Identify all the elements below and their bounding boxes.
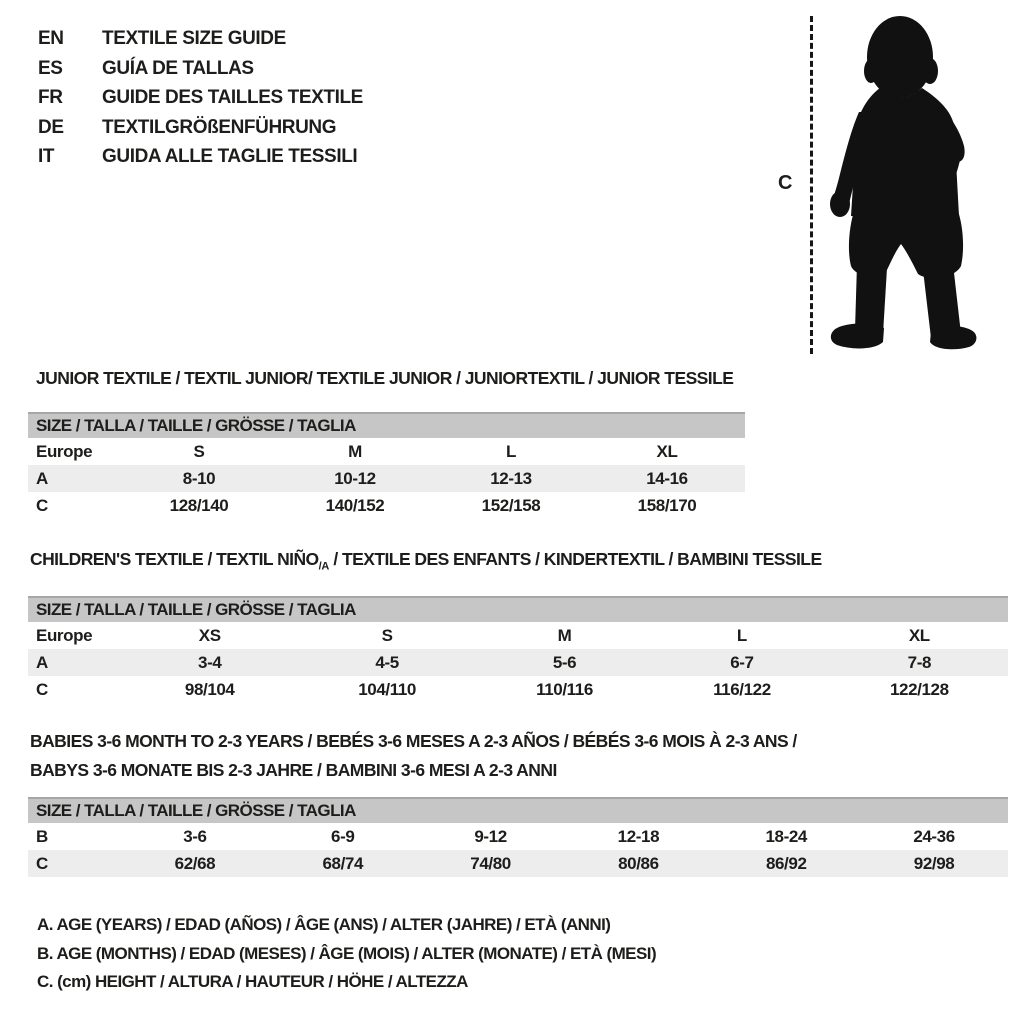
height-measure-figure bbox=[770, 8, 1024, 370]
size-cell: M bbox=[348, 441, 362, 461]
size-cell: 116/122 bbox=[713, 679, 771, 699]
legend-line-a: A. AGE (YEARS) / EDAD (AÑOS) / ÂGE (ANS) / ALTER (JAHRE) / ETÀ (ANNI) bbox=[37, 915, 611, 934]
guide-title: TEXTILGRÖßENFÜHRUNG bbox=[102, 116, 337, 138]
size-row bbox=[28, 438, 745, 465]
size-cell: 122/128 bbox=[890, 679, 949, 699]
size-cell: XL bbox=[908, 625, 930, 645]
language-row-en bbox=[38, 24, 363, 54]
size-cell: 110/116 bbox=[536, 679, 593, 699]
guide-title: GUÍA DE TALLAS bbox=[102, 57, 254, 79]
legend-line-c: C. (cm) HEIGHT / ALTURA / HAUTEUR / HÖHE / ALTEZZA bbox=[37, 972, 468, 991]
legend-line-b: B. AGE (MONTHS) / EDAD (MESES) / ÂGE (MOIS) / ALTER (MONATE) / ETÀ (MESI) bbox=[37, 943, 657, 963]
size-cell: 98/104 bbox=[184, 679, 235, 699]
guide-title: TEXTILE SIZE GUIDE bbox=[102, 28, 286, 49]
size-cell: 24-36 bbox=[913, 826, 955, 846]
size-cell: 92/98 bbox=[913, 853, 955, 873]
babies-heading-line1: BABIES 3-6 MONTH TO 2-3 YEARS / BEBÉS 3-6 MESES A 2-3 AÑOS / BÉBÉS 3-6 MOIS À 2-3 ANS / bbox=[30, 731, 797, 751]
guide-title: GUIDA ALLE TAGLIE TESSILI bbox=[102, 146, 358, 167]
children-heading-text: CHILDREN'S TEXTILE / TEXTIL NIÑO bbox=[30, 549, 319, 569]
size-row bbox=[28, 492, 745, 519]
toddler-silhouette-icon bbox=[825, 12, 980, 357]
language-code: EN bbox=[38, 28, 64, 49]
size-row bbox=[28, 649, 1008, 676]
language-list bbox=[38, 24, 363, 172]
size-cell: 3-4 bbox=[198, 652, 222, 672]
size-cell: 158/170 bbox=[637, 495, 697, 515]
size-cell: L bbox=[506, 441, 516, 461]
row-label: Europe bbox=[36, 625, 93, 645]
size-cell: 9-12 bbox=[474, 826, 507, 846]
size-cell: S bbox=[193, 441, 205, 461]
legend bbox=[37, 911, 656, 997]
size-cell: M bbox=[557, 625, 572, 645]
size-cell: 4-5 bbox=[375, 652, 399, 672]
size-cell: 140/152 bbox=[325, 495, 385, 515]
size-row bbox=[28, 823, 1008, 850]
junior-section-heading: JUNIOR TEXTILE / TEXTIL JUNIOR/ TEXTILE JUNIOR / JUNIORTEXTIL / JUNIOR TESSILE bbox=[36, 368, 734, 388]
size-cell: 104/110 bbox=[358, 679, 416, 699]
size-cell: 10-12 bbox=[334, 468, 376, 488]
language-row-fr bbox=[38, 83, 363, 113]
guide-title: GUIDE DES TAILLES TEXTILE bbox=[102, 87, 363, 108]
junior-size-table bbox=[28, 412, 745, 519]
size-cell: 3-6 bbox=[183, 826, 207, 846]
language-row-es bbox=[38, 54, 363, 84]
size-cell: L bbox=[736, 625, 747, 645]
size-header-bar: SIZE / TALLA / TAILLE / GRÖSSE / TAGLIA bbox=[28, 596, 1008, 622]
size-cell: 12-18 bbox=[617, 826, 660, 846]
row-label: A bbox=[36, 652, 48, 672]
language-code: ES bbox=[38, 57, 63, 79]
size-header-bar: SIZE / TALLA / TAILLE / GRÖSSE / TAGLIA bbox=[28, 412, 745, 438]
babies-section-heading bbox=[30, 727, 797, 785]
language-row-de bbox=[38, 113, 363, 143]
size-row bbox=[28, 465, 745, 492]
children-section-heading bbox=[30, 549, 822, 573]
size-cell: 6-9 bbox=[331, 826, 355, 846]
size-cell: 5-6 bbox=[552, 652, 577, 672]
size-row bbox=[28, 622, 1008, 649]
height-dashed-line bbox=[810, 16, 813, 354]
size-cell: XL bbox=[656, 441, 678, 461]
row-label: C bbox=[36, 495, 48, 515]
size-cell: XS bbox=[198, 625, 221, 645]
row-label: C bbox=[36, 853, 48, 873]
size-header-bar: SIZE / TALLA / TAILLE / GRÖSSE / TAGLIA bbox=[28, 797, 1008, 823]
size-cell: 8-10 bbox=[182, 468, 216, 488]
size-cell: 86/92 bbox=[765, 853, 807, 873]
size-row bbox=[28, 676, 1008, 703]
size-cell: 12-13 bbox=[490, 468, 532, 488]
language-code: FR bbox=[38, 87, 63, 108]
row-label: B bbox=[36, 826, 48, 846]
size-cell: 18-24 bbox=[765, 826, 807, 846]
size-cell: 62/68 bbox=[174, 853, 216, 873]
size-cell: 152/158 bbox=[481, 495, 541, 515]
size-row bbox=[28, 850, 1008, 877]
height-measure-label: C bbox=[778, 172, 793, 194]
children-size-table bbox=[28, 596, 1008, 703]
language-code: DE bbox=[38, 116, 64, 138]
babies-heading-line2: BABYS 3-6 MONATE BIS 2-3 JAHRE / BAMBINI 3-6 MESI A 2-3 ANNI bbox=[30, 760, 557, 780]
row-label: Europe bbox=[36, 441, 93, 461]
size-cell: 14-16 bbox=[646, 468, 688, 488]
language-row-it bbox=[38, 142, 363, 172]
row-label: A bbox=[36, 468, 48, 488]
size-cell: 80/86 bbox=[618, 853, 659, 873]
row-label: C bbox=[36, 679, 48, 699]
size-cell: 74/80 bbox=[470, 853, 511, 873]
size-cell: S bbox=[381, 625, 393, 645]
children-heading-subscript: /A bbox=[318, 560, 330, 573]
children-heading-text: / TEXTILE DES ENFANTS / KINDERTEXTIL / BAMBINI TESSILE bbox=[329, 549, 822, 569]
size-cell: 68/74 bbox=[322, 853, 364, 873]
size-cell: 7-8 bbox=[907, 652, 932, 672]
size-cell: 6-7 bbox=[730, 652, 754, 672]
babies-size-table bbox=[28, 797, 1008, 877]
language-code: IT bbox=[38, 146, 55, 167]
size-cell: 128/140 bbox=[169, 495, 229, 515]
